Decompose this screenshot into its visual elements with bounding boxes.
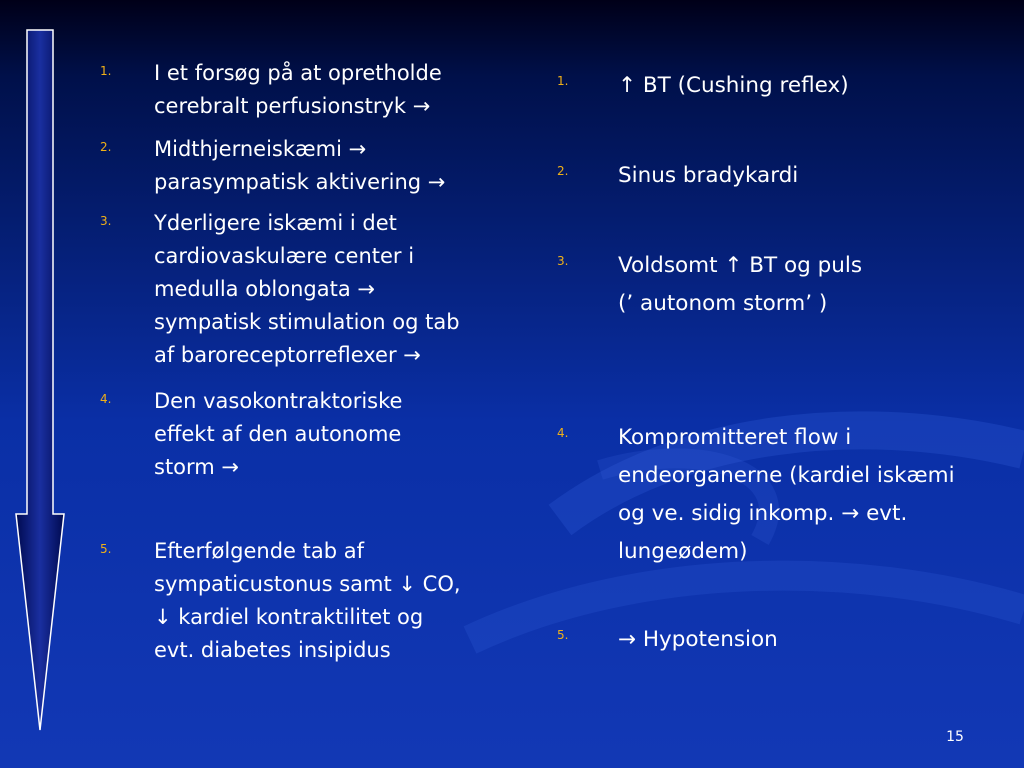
list-text: I et forsøg på at opretholde cerebralt perfusionstryk → bbox=[154, 61, 442, 118]
list-text: Voldsomt ↑ BT og puls (’ autonom storm’ ) bbox=[618, 253, 863, 316]
list-number: 3. bbox=[557, 254, 569, 268]
list-number: 2. bbox=[100, 140, 112, 154]
page-number: 15 bbox=[946, 729, 964, 745]
down-arrow-icon bbox=[14, 28, 66, 734]
list-text: Sinus bradykardi bbox=[618, 163, 799, 188]
list-text: → Hypotension bbox=[618, 627, 778, 652]
list-text: Efterfølgende tab af sympaticustonus samt ↓ CO, ↓ kardiel kontraktilitet og evt. diabetes insipidus bbox=[154, 539, 461, 662]
list-number: 1. bbox=[100, 64, 112, 78]
list-text: Yderligere iskæmi i det cardiovaskulære center i medulla oblongata → sympatisk stimulation og tab af baroreceptorreflexer → bbox=[154, 211, 460, 367]
list-number: 1. bbox=[557, 74, 569, 88]
list-text: ↑ BT (Cushing reflex) bbox=[618, 73, 849, 98]
list-number: 5. bbox=[557, 628, 569, 642]
list-number: 2. bbox=[557, 164, 569, 178]
list-number: 5. bbox=[100, 542, 112, 556]
list-number: 4. bbox=[557, 426, 569, 440]
list-text: Kompromitteret flow i endeorganerne (kardiel iskæmi og ve. sidig inkomp. → evt. lungeødem) bbox=[618, 425, 955, 564]
list-text: Midthjerneiskæmi → parasympatisk aktivering → bbox=[154, 137, 446, 194]
list-number: 3. bbox=[100, 214, 112, 228]
list-text: Den vasokontraktoriske effekt af den autonome storm → bbox=[154, 389, 403, 479]
list-number: 4. bbox=[100, 392, 112, 406]
